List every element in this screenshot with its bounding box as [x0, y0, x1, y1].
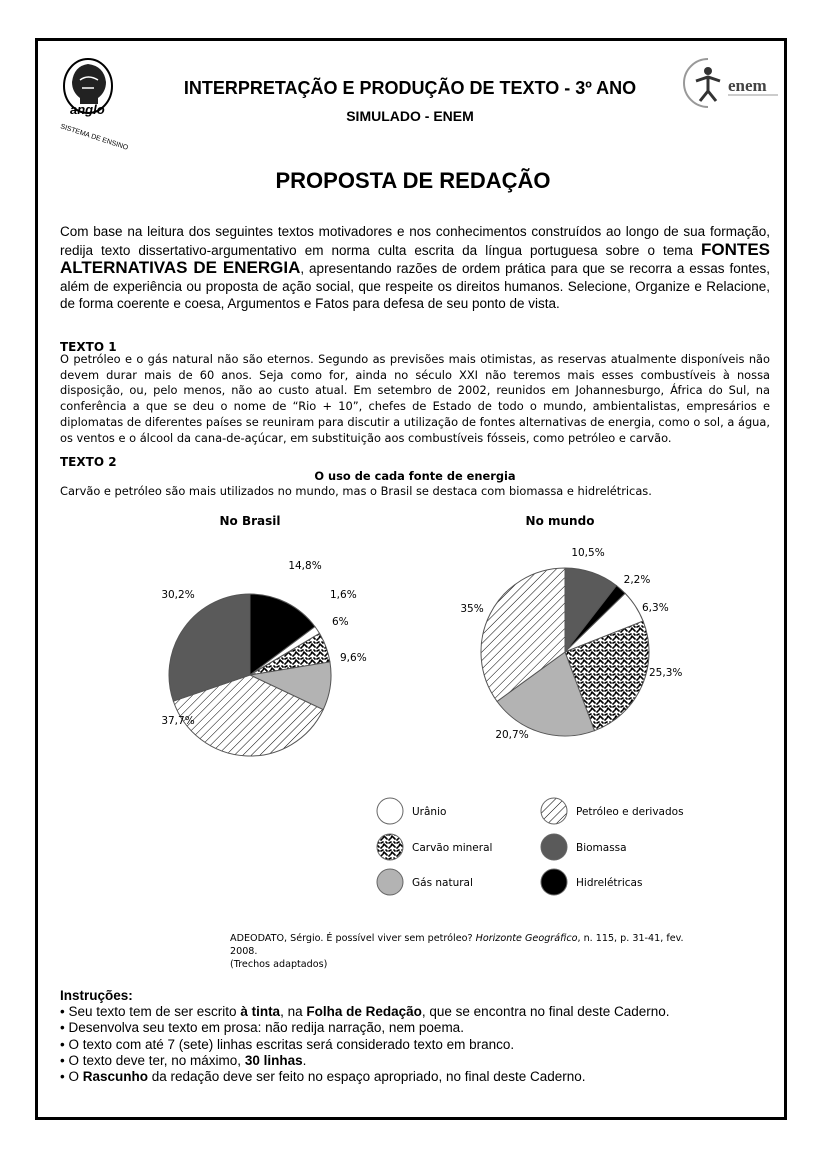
pie-chart-no-brasil	[161, 514, 366, 756]
pie-title: No mundo	[525, 514, 595, 528]
texto1-label: TEXTO 1	[60, 340, 117, 354]
pie-title: No Brasil	[219, 514, 281, 528]
source-note: (Trechos adaptados)	[230, 959, 328, 970]
legend-label: Petróleo e derivados	[576, 806, 684, 818]
pie-label: 30,2%	[161, 589, 195, 601]
legend-label: Gás natural	[412, 877, 473, 889]
legend-swatch	[541, 798, 567, 824]
legend-swatch	[541, 869, 567, 895]
instruction-item: • O Rascunho da redação deve ser feito no espaço apropriado, no final deste Caderno.	[60, 1069, 586, 1085]
pie-label: 1,6%	[330, 589, 357, 601]
energy-charts	[60, 505, 770, 920]
instruction-item: • O texto deve ter, no máximo, 30 linhas.	[60, 1052, 307, 1068]
texto2-label: TEXTO 2	[60, 455, 117, 469]
proposta-title: PROPOSTA DE REDAÇÃO	[275, 168, 551, 193]
intro-part1: Com base na leitura dos seguintes textos motivadores e nos conhecimentos construídos ao longo de sua formação, redija texto dissertativo-argumentativo em norma culta escrita da língua portuguesa sobre o tema	[60, 224, 770, 258]
instructions	[60, 988, 770, 1085]
source-post: , n. 115, p. 31-41, fev. 2008.	[230, 933, 684, 957]
legend-swatch	[541, 834, 567, 860]
source-pre: ADEODATO, Sérgio. É possível viver sem petróleo?	[230, 933, 476, 944]
source-journal: Horizonte Geográfico	[475, 933, 578, 944]
intro-theme: FONTES ALTERNATIVAS DE ENERGIA	[60, 239, 770, 277]
page-title: INTERPRETAÇÃO E PRODUÇÃO DE TEXTO - 3º ANO	[183, 78, 637, 98]
chart-subtitle: Carvão e petróleo são mais utilizados no mundo, mas o Brasil se destaca com biomassa e hidrelétricas.	[60, 484, 652, 498]
anglo-logo	[52, 52, 129, 152]
pie-label: 6%	[332, 616, 349, 628]
instructions-heading: Instruções:	[60, 988, 133, 1003]
enem-logo-name: enem	[728, 76, 767, 95]
legend-label: Biomassa	[576, 842, 627, 854]
pie-label: 37,7%	[161, 715, 195, 727]
legend-item-hidreletricas	[541, 869, 642, 895]
pie-label: 10,5%	[571, 547, 605, 559]
pie-label: 20,7%	[495, 729, 529, 741]
legend-item-uranio	[377, 798, 446, 824]
anglo-logo-name: anglo	[70, 102, 105, 117]
legend-item-carvao-mineral	[377, 834, 492, 860]
pie-label: 35%	[460, 603, 484, 615]
pie-label: 2,2%	[623, 574, 651, 586]
pie-label: 9,6%	[340, 652, 367, 664]
legend-item-gas-natural	[377, 869, 473, 895]
pie-label: 6,3%	[642, 602, 669, 614]
intro-paragraph	[60, 223, 770, 313]
instruction-item: • Seu texto tem de ser escrito à tinta, na Folha de Redação, que se encontra no final deste Caderno.	[60, 1004, 670, 1020]
enem-logo	[678, 55, 782, 109]
pie-label: 25,3%	[649, 667, 683, 679]
legend-swatch	[377, 834, 403, 860]
legend-item-petroleo-e-derivados	[541, 798, 684, 824]
instruction-item: • O texto com até 7 (sete) linhas escritas será considerado texto em branco.	[60, 1036, 515, 1052]
legend-item-biomassa	[541, 834, 627, 860]
intro-part2: , apresentando razões de ordem prática para que se recorra a essas fontes, além de experiência ou proposta de ação social, que respeite os direitos humanos. Selecione, Organize e Relacione, de forma coerente e coesa, Argumentos e Fatos para defesa de seu ponto de vista.	[60, 261, 771, 311]
instruction-item: • Desenvolva seu texto em prosa: não redija narração, nem poema.	[60, 1020, 464, 1036]
source-citation	[230, 932, 710, 971]
legend-label: Hidrelétricas	[576, 877, 643, 889]
legend-swatch	[377, 798, 403, 824]
anglo-logo-sub: SISTEMA DE ENSINO	[59, 123, 129, 152]
pie-label: 14,8%	[288, 560, 322, 572]
pie-chart-no-mundo	[460, 514, 682, 741]
chart-title: O uso de cada fonte de energia	[314, 469, 516, 483]
page-subtitle: SIMULADO - ENEM	[346, 108, 474, 124]
texto1-body: O petróleo e o gás natural não são eternos. Segundo as previsões mais otimistas, as reservas atualmente disponíveis não devem durar mais de 60 anos. Seja como for, ainda no século XXI não teremos mais esses combustíveis à nossa disposição, ou, pelo menos, não ao custo atual. Em setembro de 2002, reunidos em Johannesburgo, África do Sul, na conferência a que se deu o nome de “Rio + 10”, chefes de Estado de todo o mundo, ambientalistas, empresários e diplomatas de diferentes países se reuniram para discutir a utilização de fontes alternativas de energia, como o sol, a água, os ventos e o álcool da cana-de-açúcar, em substituição aos combustíveis fósseis, como petróleo e carvão.	[60, 352, 770, 445]
legend-label: Carvão mineral	[412, 842, 493, 854]
legend-label: Urânio	[412, 806, 447, 818]
legend-swatch	[377, 869, 403, 895]
